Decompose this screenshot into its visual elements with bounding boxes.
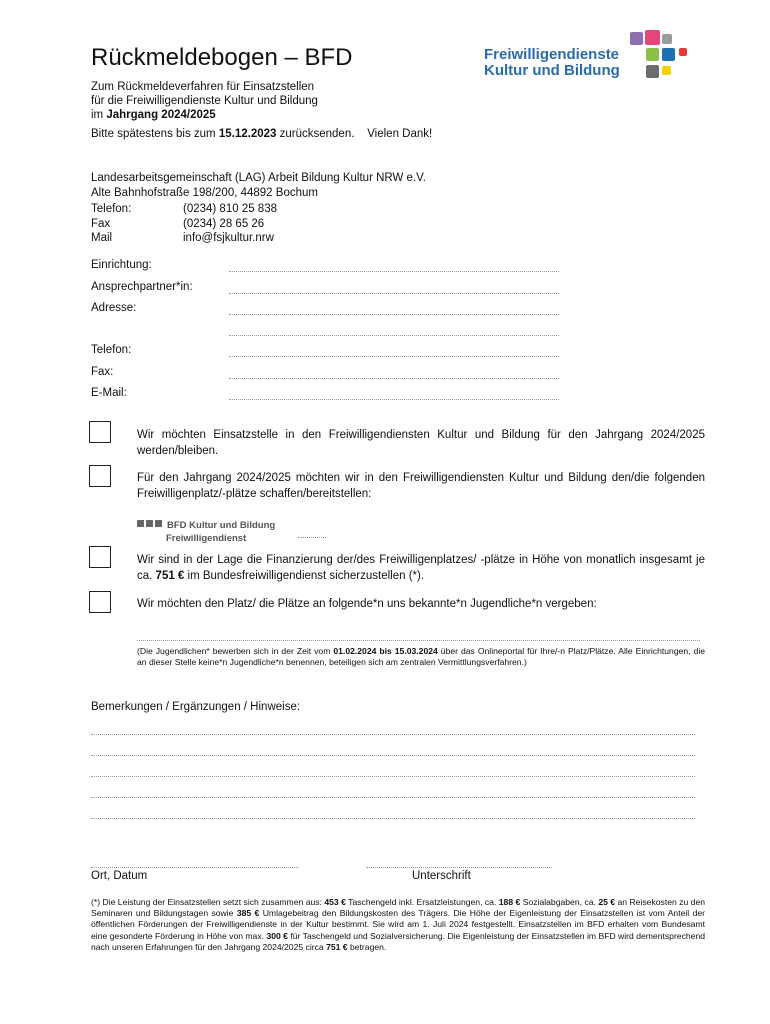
bfd-logo-line1 <box>137 515 275 533</box>
organization <box>91 171 426 200</box>
note-suffix: über das Onlineportal für Ihre/-n Platz/Plätze. Alle Einrichtungen, die an dieser Stelle keine*n Jugendliche*n benennen, beteiligen sich am zentralen Vermittlungsverfahren.) <box>137 646 706 667</box>
intro-line2: für die Freiwilligendienste Kultur und Bildung <box>91 95 318 107</box>
remarks-line-3[interactable] <box>91 776 695 777</box>
ansprechpartner-label: Ansprechpartner*in: <box>91 281 193 293</box>
fax-value: (0234) 28 65 26 <box>183 217 265 230</box>
einrichtung-field[interactable] <box>229 271 559 272</box>
footnote-amount: 385 € <box>236 908 260 919</box>
footnote-text: Umlagebeitrag den Bildungskosten des Trägers. Die Höhe der Eigenleistung der Einsatzstellen ist vom Anteil der öffentlichen Förderungen der Freiwilligendienste in der Kultur bestimmt. Sie wird am 1. Juli 2024 festgestellt. Einsatzstellen im BFD erhalten vom Bundesamt eine gesonderte Förderung in Höhe von max. <box>91 908 705 941</box>
bfd-logo <box>137 515 275 544</box>
intro-line3 <box>91 108 318 122</box>
square-icon <box>137 520 144 527</box>
footnote-amount: 188 € <box>498 897 521 907</box>
fax-field-label: Fax: <box>91 366 114 378</box>
intro-line3-prefix: im <box>91 109 104 121</box>
footnote-text: an Reisekosten zu den Seminaren und Bildungstagen sowie <box>91 897 706 919</box>
org-name: Landesarbeitsgemeinschaft (LAG) Arbeit Bildung Kultur NRW e.V. <box>91 172 426 184</box>
footnote-amount: 453 € <box>324 897 346 907</box>
signature-field[interactable] <box>366 867 552 868</box>
logo-square-yellow <box>662 66 671 75</box>
footnote-text: Taschengeld inkl. Ersatzleistungen, ca. <box>348 897 497 907</box>
org-address: Alte Bahnhofstraße 198/200, 44892 Bochum <box>91 186 318 199</box>
remarks-line-2[interactable] <box>91 755 695 756</box>
telefon-field[interactable] <box>229 356 559 357</box>
deadline <box>91 128 432 140</box>
checkbox-finanzierung[interactable] <box>89 546 111 568</box>
square-icon <box>146 520 153 527</box>
footnote-text: (*) Die Leistung der Einsatzstellen setzt sich zusammen aus: <box>91 897 322 907</box>
intro-year: Jahrgang 2024/2025 <box>106 109 216 121</box>
logo-line1: Freiwilligendienste <box>484 46 620 63</box>
fax-field[interactable] <box>229 378 559 379</box>
bfd-logo-text1: BFD Kultur und Bildung <box>167 520 276 531</box>
signature-label: Unterschrift <box>412 870 471 882</box>
adresse-field-2[interactable] <box>229 335 559 336</box>
logo-square-red <box>679 48 687 56</box>
intro-line1: Zum Rückmeldeverfahren für Einsatzstellen <box>91 81 315 93</box>
footnote-amount: 25 € <box>598 897 616 907</box>
footnote-text: Sozialabgaben, ca. <box>522 897 596 907</box>
ansprechpartner-field[interactable] <box>229 293 559 294</box>
logo-square-darkgray <box>646 65 659 78</box>
bfd-count-field[interactable] <box>298 537 326 538</box>
option-einsatzstelle-text: Wir möchten Einsatzstelle in den Freiwilligendiensten Kultur und Bildung für den Jahrgang 2024/2025 werden/bleiben. <box>137 429 705 457</box>
telefon-label: Telefon: <box>91 344 132 356</box>
bfd-logo-text2: Freiwilligendienst <box>166 533 247 544</box>
place-date-field[interactable] <box>91 867 299 868</box>
email-label: E-Mail: <box>91 387 127 399</box>
logo-line2: Kultur und Bildung <box>484 62 620 79</box>
footnote <box>91 897 705 953</box>
remarks-line-4[interactable] <box>91 797 695 798</box>
logo-square-purple <box>630 32 643 45</box>
note-dates: 01.02.2024 bis 15.03.2024 <box>333 646 438 656</box>
mail-label: Mail <box>91 232 113 244</box>
note-prefix: (Die Jugendlichen* bewerben sich in der Zeit vom <box>137 646 331 656</box>
footnote-text: betragen. <box>349 941 387 952</box>
finanzierung-amount: 751 € <box>155 570 185 582</box>
deadline-prefix: Bitte spätestens bis zum <box>91 128 216 140</box>
adresse-label: Adresse: <box>91 302 137 314</box>
email-field[interactable] <box>229 399 559 400</box>
fax-label: Fax <box>91 217 111 230</box>
finanzierung-suffix: im Bundesfreiwilligendienst sicherzustellen (*). <box>187 570 425 582</box>
phone-value: (0234) 810 25 838 <box>183 203 277 215</box>
logo-square-gray <box>662 34 672 44</box>
jugendliche-note <box>137 646 705 668</box>
checkbox-plaetze[interactable] <box>89 465 111 487</box>
intro <box>91 80 318 122</box>
contact-mail <box>91 231 277 246</box>
checkbox-jugendliche[interactable] <box>89 591 111 613</box>
contact <box>91 202 277 246</box>
page-title: Rückmeldebogen – BFD <box>91 44 353 71</box>
option-jugendliche-text: Wir möchten den Platz/ die Plätze an folgende*n uns bekannte*n Jugendliche*n vergeben: <box>137 598 597 610</box>
checkbox-einsatzstelle[interactable] <box>89 421 111 443</box>
remarks-line-5[interactable] <box>91 818 695 819</box>
jugendliche-field[interactable] <box>137 640 700 641</box>
deadline-date: 15.12.2023 <box>218 128 277 140</box>
footnote-text: für Taschengeld und Sozialversicherung. Die Eigenleistung der Einsatzstellen im BFD wird dementsprechend nach unseren Erfahrungen für den Jahrgang 2024/2025 circa <box>91 930 706 952</box>
place-date-label: Ort, Datum <box>91 870 148 882</box>
contact-phone <box>91 202 277 217</box>
einrichtung-label: Einrichtung: <box>91 259 152 271</box>
option-plaetze-text: Für den Jahrgang 2024/2025 möchten wir in den Freiwilligendiensten Kultur und Bildung den/die folgenden Freiwilligenplatz/-plätze schaffen/bereitstellen: <box>137 472 705 500</box>
remarks-line-1[interactable] <box>91 734 695 735</box>
phone-label: Telefon: <box>91 203 132 215</box>
finanzierung-prefix: Wir sind in der Lage die Finanzierung der/des Freiwilligenplatzes/ -plätze in Höhe von monatlich insgesamt je ca. <box>137 554 705 582</box>
adresse-field-1[interactable] <box>229 314 559 315</box>
remarks-label: Bemerkungen / Ergänzungen / Hinweise: <box>91 701 301 713</box>
logo-square-blue <box>662 48 675 61</box>
contact-fax <box>91 217 277 232</box>
logo-square-pink <box>645 30 660 45</box>
option-finanzierung-text <box>137 552 705 584</box>
logo-square-green <box>646 48 659 61</box>
mail-value: info@fsjkultur.nrw <box>183 232 274 244</box>
square-icon <box>155 520 162 527</box>
deadline-suffix: zurücksenden. Vielen Dank! <box>279 128 433 140</box>
footnote-amount: 751 € <box>326 941 348 952</box>
footnote-amount: 300 € <box>266 930 288 941</box>
logo-text <box>484 47 620 79</box>
